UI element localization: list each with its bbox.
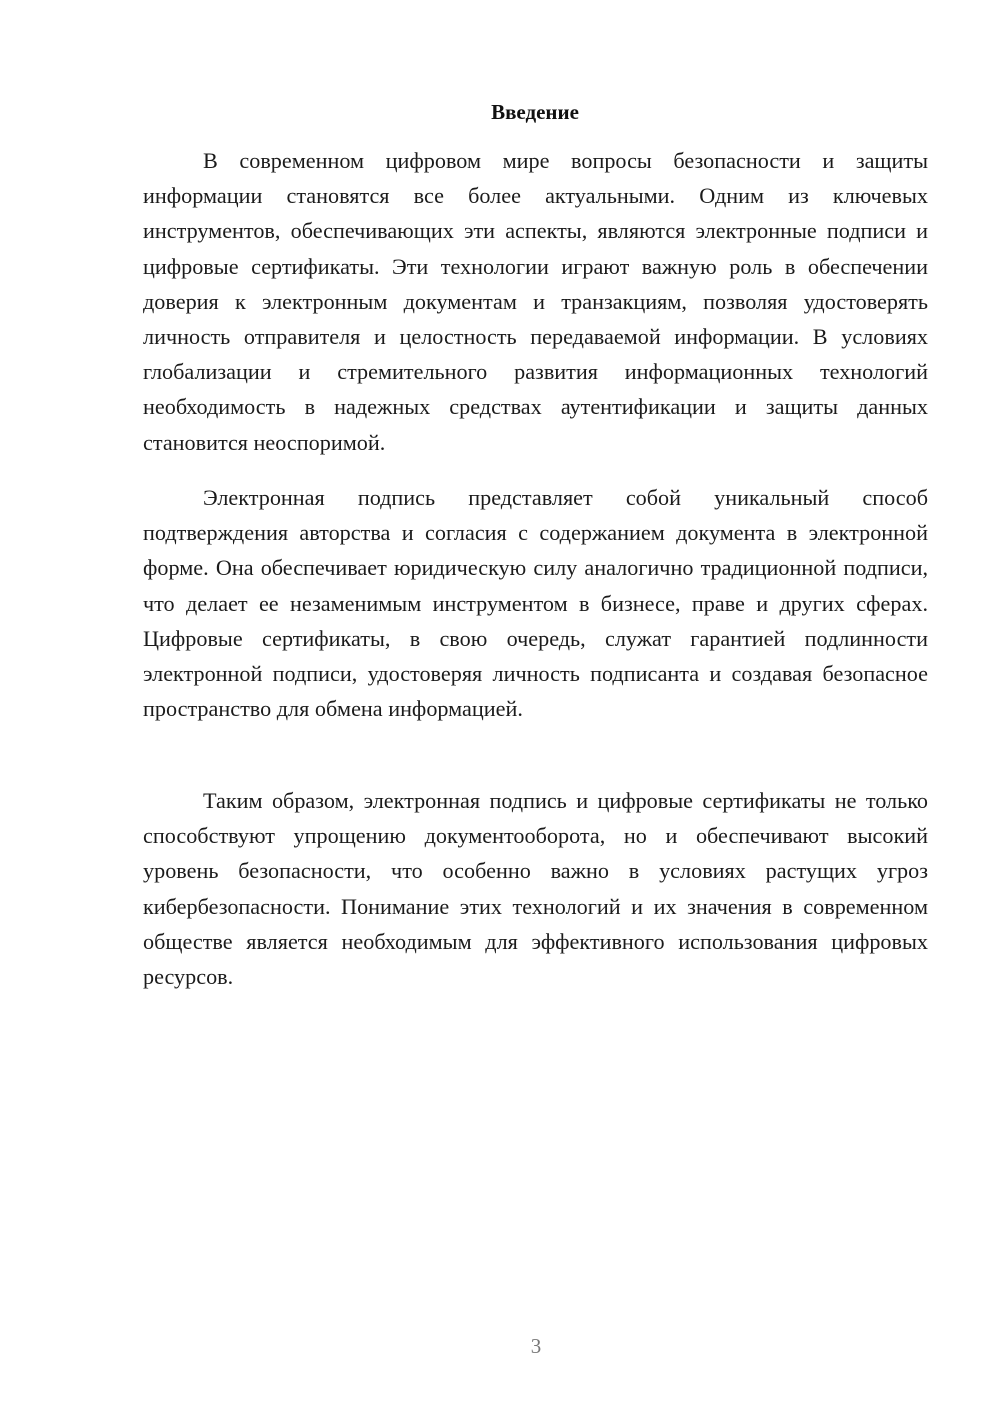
page-number: 3 — [530, 1334, 542, 1358]
paragraph: Электронная подпись представляет собой уникальный способ подтверждения авторства и согласия с содержанием документа в электронной форме. Она обеспечивает юридическую силу аналогично традиционной подписи, что делает ее незаменимым инструментом в бизнесе, праве и других сферах. Цифровые сертификаты, в свою очередь, служат гарантией подлинности электронной подписи, удостоверяя личность подписанта и создавая безопасное пространство для обмена информацией. — [143, 485, 928, 722]
paragraph: В современном цифровом мире вопросы безопасности и защиты информации становятся все более актуальными. Одним из ключевых инструментов, обеспечивающих эти аспекты, являются электронные подписи и цифровые сертификаты. Эти технологии играют важную роль в обеспечении доверия к электронным документам и транзакциям, позволяя удостоверять личность отправителя и целостность передаваемой информации. В условиях глобализации и стремительного развития информационных технологий необходимость в надежных средствах аутентификации и защиты данных становится неоспоримой. — [143, 148, 928, 455]
paragraph: Таким образом, электронная подпись и цифровые сертификаты не только способствуют упрощению документооборота, но и обеспечивают высокий уровень безопасности, что особенно важно в условиях растущих угроз кибербезопасности. Понимание этих технологий и их значения в современном обществе является необходимым для эффективного использования цифровых ресурсов. — [143, 788, 928, 990]
section-title: Введение — [491, 100, 579, 124]
paragraph-1-container — [143, 143, 928, 460]
paragraph-2-container — [143, 480, 928, 726]
paragraph-3-container — [143, 783, 928, 994]
